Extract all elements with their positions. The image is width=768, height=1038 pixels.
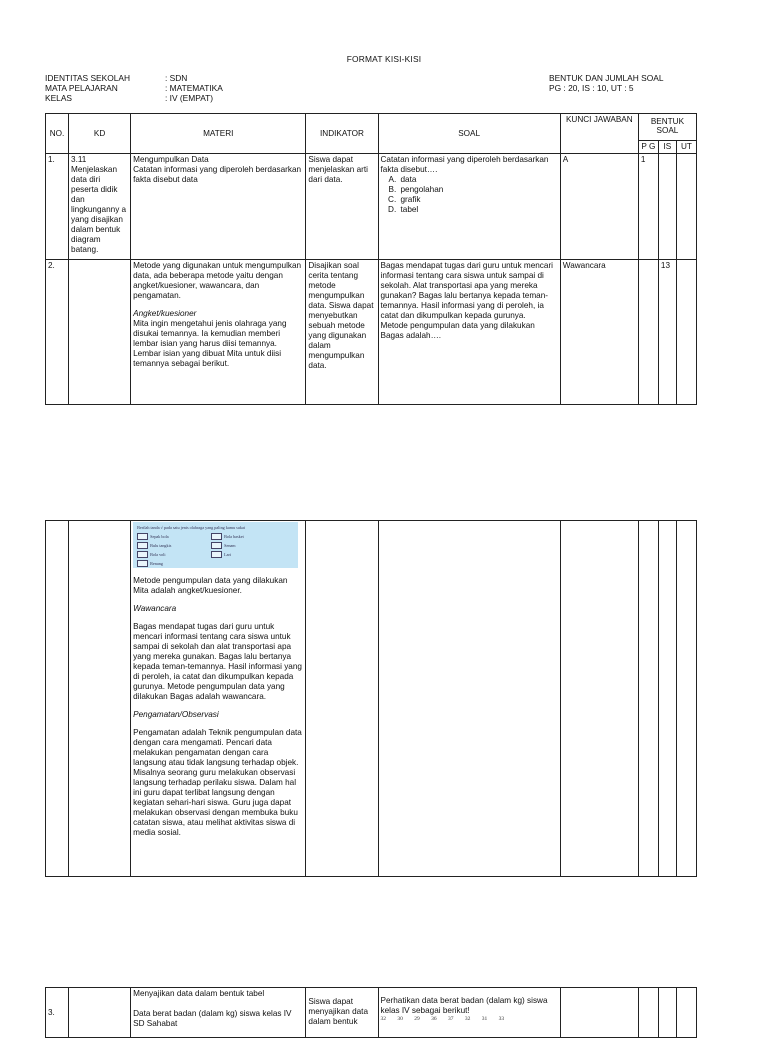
cont-sub-wawancara: Wawancara	[133, 604, 177, 613]
cont-p3a: Pengamatan adalah Teknik pengumpulan data dengan cara mengamati. Pencari data melakukan pengamatan dengan cara langsung atau tidak langsung terhadap objek.	[133, 728, 302, 767]
row3-indikator: Siswa dapat menyajikan data dalam bentuk	[306, 988, 378, 1038]
survey-option: Lari	[211, 551, 231, 558]
option-a: A. data	[399, 175, 558, 185]
row3-materi-body: Data berat badan (dalam kg) siswa kelas IV SD Sahabat	[133, 1009, 292, 1028]
header-soal: SOAL	[378, 114, 560, 154]
header-ut: UT	[676, 141, 696, 154]
option-c: C. grafik	[399, 195, 558, 205]
row1-materi-title: Mengumpulkan Data	[133, 155, 209, 164]
survey-option: Renang	[137, 560, 163, 567]
row2-kunci: Wawancara	[560, 260, 638, 405]
header-bentuk: BENTUK SOAL	[638, 114, 696, 141]
table-row	[46, 521, 697, 877]
label-subject: MATA PELAJARAN	[45, 83, 118, 94]
row2-no: 2.	[46, 260, 69, 405]
row3-materi-title: Menyajikan data dalam bentuk tabel	[133, 989, 265, 998]
survey-option: Bola basket	[211, 533, 244, 540]
checkbox-icon	[211, 542, 222, 549]
value-school: : SDN	[165, 73, 188, 83]
survey-option: Bulu tangkis	[137, 542, 171, 549]
label-class: KELAS	[45, 93, 73, 104]
cont-materi	[131, 521, 306, 877]
identity-labels	[45, 73, 130, 103]
row3-soal-cell	[378, 988, 560, 1038]
row2-materi-intro: Metode yang digunakan untuk mengumpulkan data, ada beberapa metode yaitu dengan angket/kuesioner, wawancara, dan pengamatan.	[133, 261, 302, 300]
row2-is: 13	[658, 260, 676, 405]
header-is: IS	[658, 141, 676, 154]
form-info	[549, 73, 663, 93]
row2-soal-cell	[378, 260, 560, 405]
row3-numbers: 32 30 29 36 37 32 31 33	[380, 1016, 505, 1022]
row2-ut	[676, 260, 696, 405]
table-row	[46, 260, 697, 405]
form-label: BENTUK DAN JUMLAH SOAL	[549, 73, 664, 83]
checkbox-icon	[137, 560, 148, 567]
row2-materi-sub: Angket/kuesioner	[133, 309, 197, 318]
row1-pg: 1	[638, 154, 658, 260]
kisi-table	[45, 113, 697, 405]
checkbox-icon	[137, 533, 148, 540]
row1-soal: Catatan informasi yang diperoleh berdasarkan fakta disebut….	[380, 155, 549, 174]
row1-options	[381, 175, 558, 215]
value-subject: : MATEMATIKA	[165, 83, 223, 94]
label-school: IDENTITAS SEKOLAH	[45, 73, 131, 83]
row2-soal: Bagas mendapat tugas dari guru untuk mencari informasi tentang cara siswa untuk sampai di sekolah. Alat transportasi apa yang mereka gunakan? Bagas lalu bertanya kepada teman-temannya. Hasil informasi yang di peroleh, ia catat dan dikumpulkan kepada gurunya.	[380, 261, 553, 320]
page-title: FORMAT KISI-KISI	[346, 54, 422, 64]
cont-sub-observasi: Pengamatan/Observasi	[133, 710, 219, 719]
row1-materi-body: Catatan informasi yang diperoleh berdasarkan fakta disebut data	[133, 165, 302, 184]
cont-p2: Bagas mendapat tugas dari guru untuk mencari informasi tentang cara siswa untuk sampai di sekolah dan alat transportasi apa yang mereka gunakan. Bagas lalu bertanya kepada teman-temannya. Hasil informasi yang di peroleh, ia catat dan dikumpulkan kepada gurunya. Metode pengumpulan data yang dilakukan Bagas adalah wawancara.	[133, 622, 302, 701]
value-class: : IV (EMPAT)	[165, 93, 214, 104]
cont-p3b: Misalnya seorang guru melakukan observasi langsung terhadap perilaku siswa. Dalam hal ini guru dapat terlibat langsung dengan kegiatan sehari-hari siswa. Guru juga dapat melakukan observasi dengan membuka buku catatan siswa, atau melihat aktivitas siswa di media sosial.	[133, 768, 298, 837]
header-kunci: KUNCI JAWABAN	[560, 114, 638, 154]
header-pg: P G	[638, 141, 658, 154]
header-kd: KD	[69, 114, 131, 154]
row1-indikator: Siswa dapat menjelaskan arti dari data.	[306, 154, 378, 260]
row1-no: 1.	[46, 154, 69, 260]
header-row-1	[46, 114, 697, 141]
survey-option: Sepak bola	[137, 533, 169, 540]
row3-soal: Perhatikan data berat badan (dalam kg) siswa kelas IV sebagai berikut!	[380, 996, 548, 1015]
identity-values	[165, 73, 223, 103]
row3-materi	[131, 988, 306, 1038]
header-materi: MATERI	[131, 114, 306, 154]
table-row	[46, 988, 697, 1038]
row2-indikator: Disajikan soal cerita tentang metode mengumpulkan data. Siswa dapat menyebutkan sebuah metode yang digunakan dalam mengumpulkan data.	[306, 260, 378, 405]
survey-option: Bola voli	[137, 551, 165, 558]
row1-kunci: A	[560, 154, 638, 260]
row2-kd	[69, 260, 131, 405]
row1-ut	[676, 154, 696, 260]
checkbox-icon	[211, 551, 222, 558]
option-b: B. pengolahan	[399, 185, 558, 195]
row3-no: 3.	[46, 988, 69, 1038]
survey-question: Berilah tanda √ pada satu jenis olahraga yang paling kamu sukai	[137, 525, 246, 530]
form-value: PG : 20, IS : 10, UT : 5	[549, 83, 634, 94]
checkbox-icon	[137, 542, 148, 549]
survey-figure	[133, 522, 298, 568]
row3-table	[45, 987, 697, 1038]
row1-kd: 3.11 Menjelaskan data diri peserta didik dan lingkunganny a yang disajikan dalam bentuk diagram batang.	[69, 154, 131, 260]
survey-option: Senam	[211, 542, 235, 549]
cont-p1: Metode pengumpulan data yang dilakukan Mita adalah angket/kuesioner.	[133, 576, 288, 595]
row1-is	[658, 154, 676, 260]
row2-materi	[131, 260, 306, 405]
option-d: D. tabel	[399, 205, 558, 215]
continuation-table	[45, 520, 697, 877]
row1-soal-cell	[378, 154, 560, 260]
row2-pg	[638, 260, 658, 405]
row2-soal-question: Metode pengumpulan data yang dilakukan Bagas adalah….	[380, 321, 535, 340]
row2-materi-body: Mita ingin mengetahui jenis olahraga yang disukai temannya. Ia kemudian memberi lembar isian yang harus diisi temannya. Lembar isian yang dibuat Mita untuk diisi temannya sebagai berikut.	[133, 319, 287, 368]
checkbox-icon	[211, 533, 222, 540]
header-indikator: INDIKATOR	[306, 114, 378, 154]
table-row	[46, 154, 697, 260]
header-no: NO.	[46, 114, 69, 154]
row1-materi	[131, 154, 306, 260]
checkbox-icon	[137, 551, 148, 558]
